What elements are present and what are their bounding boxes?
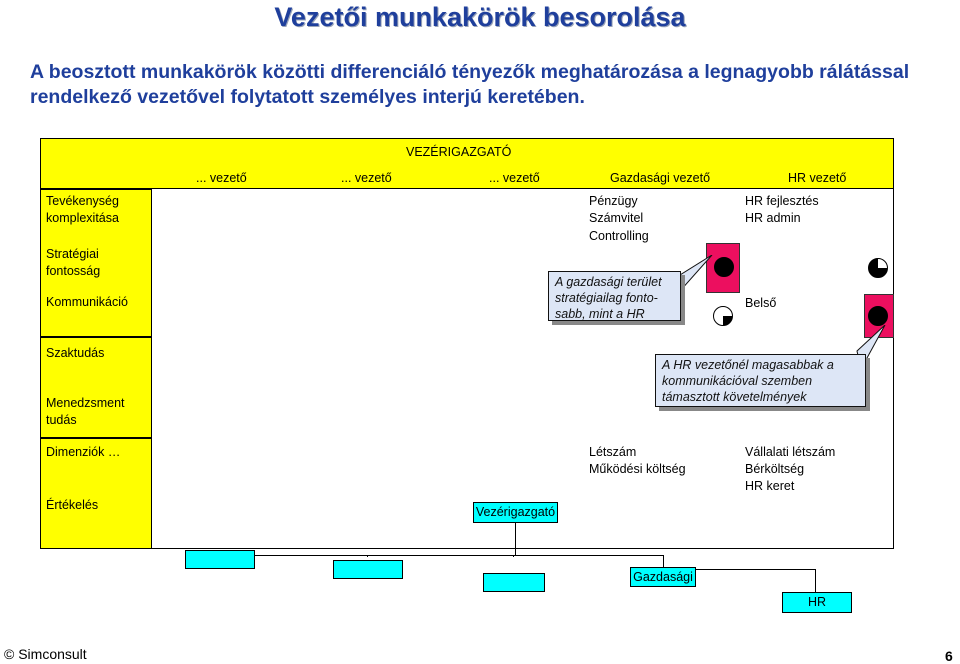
org-connector [513, 555, 514, 557]
org-connector [221, 555, 664, 556]
org-box-1 [185, 550, 255, 569]
hr-item-fejlesztes: HR fejlesztés [745, 194, 819, 208]
full-circle-icon [868, 306, 888, 326]
three-quarter-circle-icon [868, 258, 888, 278]
gazdasagi-item-szamvitel: Számvitel [589, 211, 644, 225]
org-connector [515, 523, 516, 549]
gazdasagi-dim-letszam: Létszám [589, 445, 637, 459]
column-header-2: ... vezető [341, 171, 392, 185]
gazdasagi-dim-koltseg: Működési költség [589, 462, 686, 476]
top-box-label: VEZÉRIGAZGATÓ [406, 145, 512, 159]
column-header-5: HR vezető [788, 171, 847, 185]
hr-item-admin: HR admin [745, 211, 801, 225]
gazdasagi-item-penzugy: Pénzügy [589, 194, 638, 208]
belso-label: Belső [745, 296, 777, 310]
row-label-strategiai: Stratégiai fontosság [46, 247, 101, 278]
callout-pointer-1 [680, 255, 720, 300]
org-connector [367, 555, 368, 557]
page-number: 6 [945, 648, 953, 664]
column-header-1: ... vezető [196, 171, 247, 185]
footer-copyright: © Simconsult [4, 646, 87, 662]
quarter-circle-icon [713, 306, 733, 326]
page-subtitle: A beosztott munkakörök közötti differenciáló tényezők meghatározása a legnagyobb rálátással rendelkező vezetővel folytatott személyes interjú keretében. [30, 61, 910, 108]
row-label-dimenziok: Dimenziók … [46, 445, 121, 459]
callout-communication: A HR vezetőnél magasabbak a kommunikációval szemben támasztott követelmények [655, 354, 866, 407]
row-label-szaktudas: Szaktudás [46, 346, 105, 360]
row-label-menedzsment: Menedzsment tudás [46, 396, 125, 427]
org-box-3 [483, 573, 545, 592]
hr-dim-berkoltseg: Bérköltség [745, 462, 805, 476]
org-box-hr: HR [782, 592, 852, 613]
org-box-gazdasagi: Gazdasági [630, 567, 696, 587]
column-header-4: Gazdasági vezető [610, 171, 711, 185]
gazdasagi-item-controlling: Controlling [589, 229, 649, 243]
column-header-3: ... vezető [489, 171, 540, 185]
org-connector [815, 569, 816, 592]
row-label-tevekenyseg: Tevékenység komplexitása [46, 194, 119, 225]
callout-strategic: A gazdasági terület stratégiailag fonto-sabb, mint a HR [548, 271, 681, 321]
row-label-kommunikacio: Kommunikáció [46, 295, 128, 309]
org-box-vezerigazgato: Vezérigazgató [473, 502, 558, 523]
page-title: Vezetői munkakörök besorolása [274, 2, 686, 32]
row-label-ertekeles: Értékelés [46, 498, 99, 512]
org-box-2 [333, 560, 403, 579]
hr-dim-letszam: Vállalati létszám [745, 445, 836, 459]
hr-dim-keret: HR keret [745, 479, 795, 493]
